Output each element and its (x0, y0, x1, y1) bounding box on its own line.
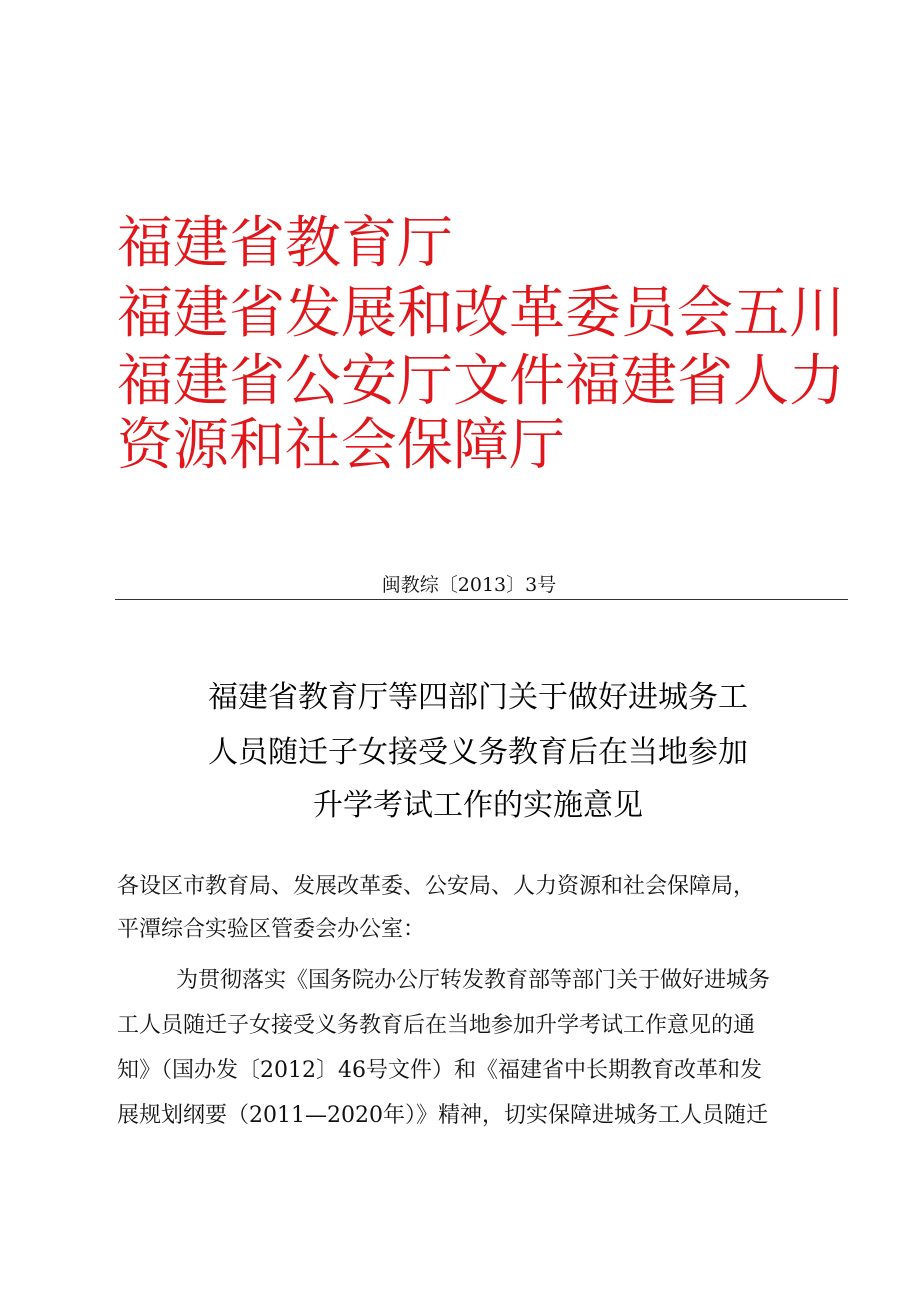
issuing-authority-line-3: 福建省公安厅文件福建省人力 (117, 349, 845, 414)
addressee-line-1: 各设区市教育局、发展改革委、公安局、人力资源和社会保障局， (117, 874, 756, 899)
header-divider (115, 599, 848, 600)
body-line-3: 知》（国办发〔2012〕46号文件）和《福建省中长期教育改革和发 (117, 1058, 762, 1083)
issuing-authority-line-1: 福建省教育厅 (117, 211, 453, 276)
document-title-line-3: 升学考试工作的实施意见 (313, 788, 643, 823)
body-line-4: 展规划纲要（2011—2020年）》精神，切实保障进城务工人员随迁 (117, 1103, 768, 1128)
issuing-authority-line-4: 资源和社会保障厅 (117, 413, 565, 478)
document-title-line-2: 人员随迁子女接受义务教育后在当地参加 (208, 735, 748, 770)
document-number: 闽教综〔2013〕3号 (381, 574, 557, 596)
body-line-2: 工人员随迁子女接受义务教育后在当地参加升学考试工作意见的通 (117, 1013, 756, 1038)
addressee-line-2: 平潭综合实验区管委会办公室： (117, 917, 426, 942)
body-line-1: 为贯彻落实《国务院办公厅转发教育部等部门关于做好进城务 (176, 968, 771, 993)
issuing-authority-line-2: 福建省发展和改革委员会五川 (117, 281, 845, 346)
document-title-line-1: 福建省教育厅等四部门关于做好进城务工 (208, 680, 748, 715)
